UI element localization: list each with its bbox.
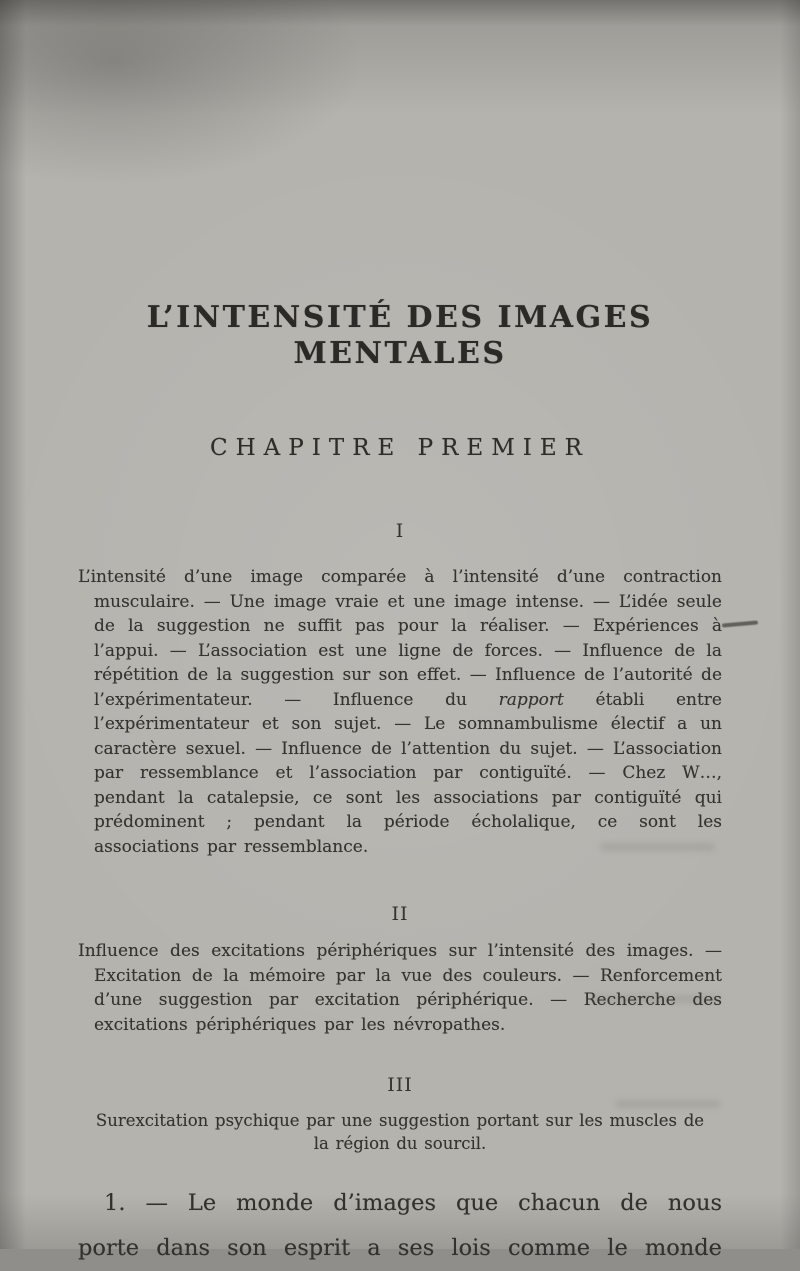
section-summary-1 — [78, 565, 722, 859]
section-summary-3: Surexcitation psychique par une suggestion portant sur les muscles de la région du sourcil. — [95, 1111, 705, 1153]
section-summary-2: Influence des excitations périphériques sur l’intensité des images. — Excitation de la mémoire par la vue des couleurs. — Renforcement d’une suggestion par excitation périphérique. — Recherche des excitations périphériques par les névropathes. — [78, 941, 722, 1035]
body-paragraph: 1. — Le monde d’images que chacun de nous porte dans son esprit a ses lois comme le monde — [78, 1190, 722, 1261]
chapter-heading: CHAPITRE PREMIER — [210, 435, 590, 461]
section-numeral-2: II — [391, 903, 409, 925]
section-numeral-3: III — [387, 1074, 413, 1096]
show-through-smudge — [590, 995, 720, 1003]
show-through-smudge — [600, 843, 715, 851]
summary-1-italic-word: rapport — [498, 689, 564, 710]
section-numeral-1: I — [395, 520, 405, 542]
summary-1-text-after: établi entre l’expérimentateur et son sujet. — Le somnambulisme électif a un caractère sexuel. — Influence de l’attention du sujet. — L’association par ressemblance et l’association par contiguïté. — Chez W…, pendant la catalepsie, ce sont les associations par contiguïté qui prédominent ; pendant la période écholalique, ce sont les associations par ressemblance. — [94, 689, 722, 857]
summary-1-text-before: L’intensité d’une image comparée à l’intensité d’une contraction musculaire. — Une image vraie et une image intense. — L’idée seule de la suggestion ne suffit pas pour la réaliser. — Expériences à l’appui. — L’association est une ligne de forces. — Influence de la répétition de la suggestion sur son effet. — Influence de l’autorité de l’expérimentateur. — Influence du — [78, 567, 722, 710]
show-through-smudge — [615, 1100, 720, 1108]
page-title: L’INTENSITÉ DES IMAGES MENTALES — [146, 300, 654, 371]
